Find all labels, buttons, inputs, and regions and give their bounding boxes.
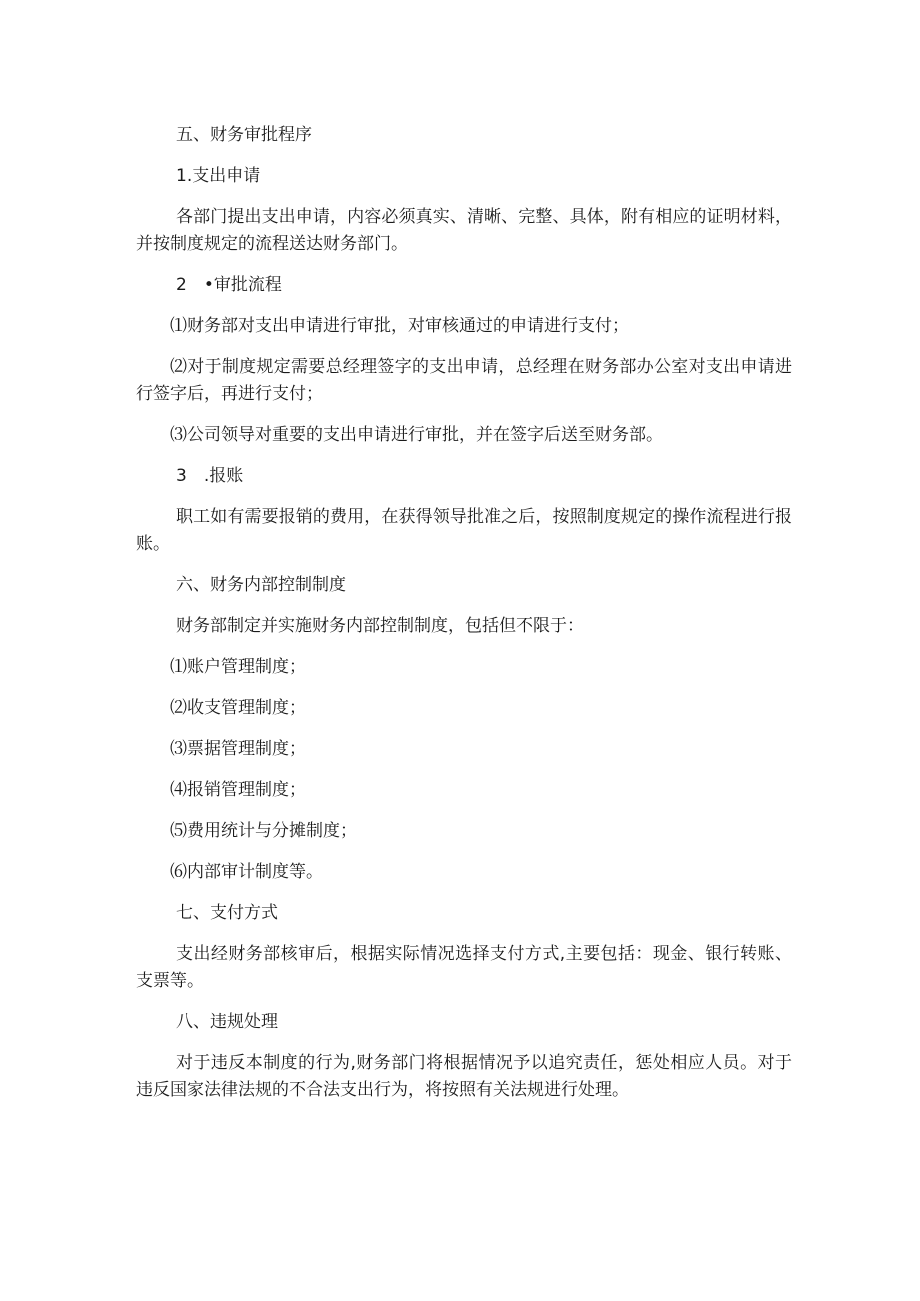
document-body — [136, 122, 792, 1118]
section-heading-payment-methods: 七、支付方式 — [176, 903, 278, 923]
list-item-control-6: ⑹内部审计制度等。 — [170, 862, 323, 882]
list-item-control-5: ⑸费用统计与分摊制度； — [170, 821, 357, 841]
list-item-control-4: ⑷报销管理制度； — [170, 780, 306, 800]
paragraph-violations: 对于违反本制度的行为,财务部门将根据情况予以追究责任，惩处相应人员。对于违反国家法律法规的不合法支出行为，将按照有关法规进行处理。 — [136, 1053, 792, 1100]
list-item-approval-3: ⑶公司领导对重要的支出申请进行审批，并在签字后送至财务部。 — [170, 425, 663, 445]
subheading-approval-process: 2 •审批流程 — [176, 275, 282, 295]
paragraph-internal-control: 财务部制定并实施财务内部控制制度，包括但不限于： — [176, 616, 584, 636]
list-item-control-1: ⑴账户管理制度； — [170, 657, 306, 677]
paragraph-reimbursement: 职工如有需要报销的费用，在获得领导批准之后，按照制度规定的操作流程进行报账。 — [136, 507, 792, 554]
section-heading-violations: 八、违规处理 — [176, 1012, 278, 1032]
section-heading-approval-procedure: 五、财务审批程序 — [176, 125, 312, 145]
subheading-reimbursement: 3 .报账 — [176, 466, 244, 486]
section-heading-internal-control: 六、财务内部控制制度 — [176, 575, 346, 595]
list-item-control-2: ⑵收支管理制度； — [170, 698, 306, 718]
list-item-approval-1: ⑴财务部对支出申请进行审批，对审核通过的申请进行支付； — [170, 316, 629, 336]
paragraph-payment-methods: 支出经财务部核审后，根据实际情况选择支付方式,主要包括：现金、银行转账、支票等。 — [136, 944, 792, 991]
subheading-expense-application: 1.支出申请 — [176, 166, 261, 186]
list-item-control-3: ⑶票据管理制度； — [170, 739, 306, 759]
paragraph-expense-application: 各部门提出支出申请，内容必须真实、清晰、完整、具体，附有相应的证明材料，并按制度规定的流程送达财务部门。 — [136, 207, 792, 254]
list-item-approval-2: ⑵对于制度规定需要总经理签字的支出申请，总经理在财务部办公室对支出申请进行签字后，再进行支付； — [136, 357, 792, 404]
